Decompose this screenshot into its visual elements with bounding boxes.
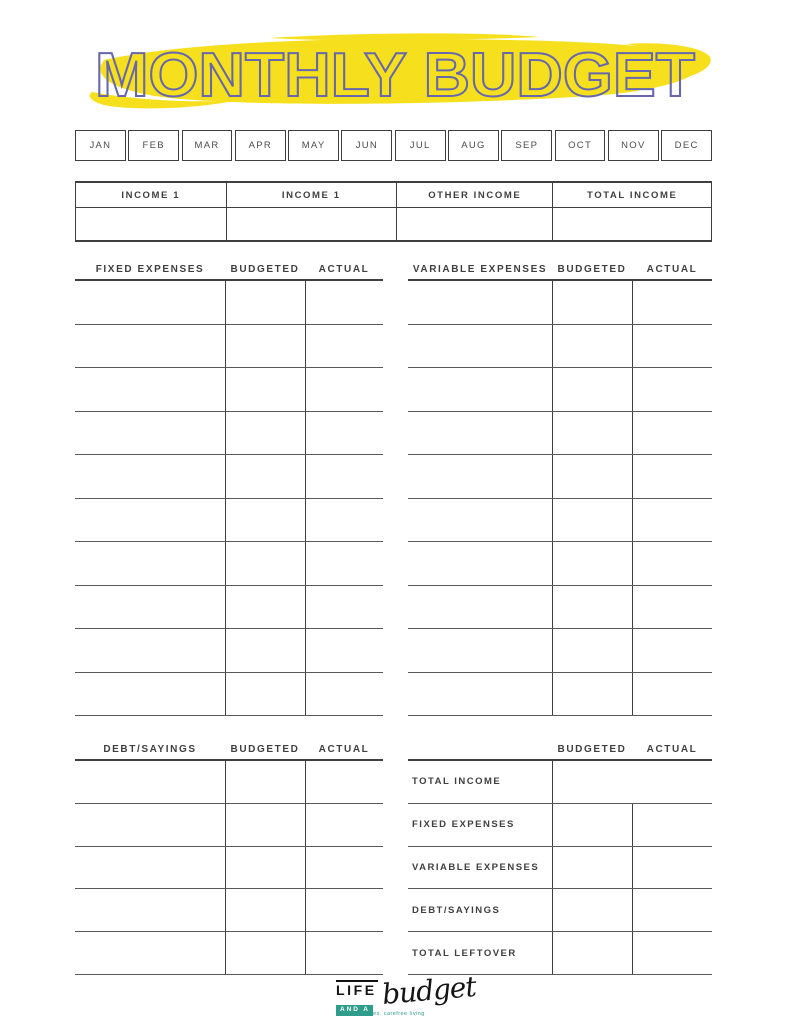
budgeted-cell	[552, 325, 632, 368]
name-cell	[75, 629, 225, 672]
budgeted-cell	[225, 412, 305, 455]
month-jun: JUN	[341, 130, 392, 161]
budgeted-cell	[552, 629, 632, 672]
variable-expenses-label: VARIABLE EXPENSES	[412, 264, 548, 275]
budgeted-cell	[552, 889, 632, 931]
budgeted-cell	[225, 325, 305, 368]
budgeted-cell	[225, 761, 305, 803]
month-oct: OCT	[555, 130, 606, 161]
table-row	[408, 499, 712, 543]
budgeted-label: BUDGETED	[557, 264, 627, 275]
name-cell	[75, 673, 225, 716]
other-income-cell	[396, 208, 553, 240]
total-income-cell	[552, 208, 711, 240]
actual-label: ACTUAL	[318, 744, 370, 755]
name-cell	[408, 412, 552, 455]
footer-logo	[330, 969, 480, 1022]
table-row	[408, 281, 712, 325]
budgeted-cell	[552, 586, 632, 629]
table-row	[408, 325, 712, 369]
total-income-header: TOTAL INCOME	[587, 189, 678, 201]
table-row	[408, 455, 712, 499]
name-cell	[75, 542, 225, 585]
table-row	[75, 847, 383, 890]
actual-cell	[305, 889, 383, 931]
summary-row-label: VARIABLE EXPENSES	[412, 861, 540, 873]
month-jan: JAN	[75, 130, 126, 161]
table-row	[75, 542, 383, 586]
name-cell	[75, 368, 225, 411]
budgeted-cell	[552, 847, 632, 889]
budgeted-cell	[225, 586, 305, 629]
month-row	[75, 130, 712, 161]
logo-budget-script: budget	[380, 969, 477, 1012]
logo-tagline: better finances. carefree living	[337, 1011, 425, 1017]
actual-cell	[305, 368, 383, 411]
actual-cell	[305, 847, 383, 889]
actual-cell	[305, 499, 383, 542]
budgeted-cell	[552, 542, 632, 585]
summary-row-label: DEBT/SAYINGS	[412, 904, 501, 916]
actual-label: ACTUAL	[646, 264, 698, 275]
actual-cell	[632, 499, 712, 542]
summary-row	[408, 932, 712, 975]
actual-cell	[632, 673, 712, 716]
budgeted-cell	[225, 368, 305, 411]
fixed-expenses-label: FIXED EXPENSES	[95, 264, 205, 275]
actual-cell	[632, 325, 712, 368]
other-income-header: OTHER INCOME	[428, 189, 522, 201]
summary-header-row	[408, 741, 712, 755]
actual-cell	[632, 281, 712, 324]
month-may: MAY	[288, 130, 339, 161]
name-cell	[75, 586, 225, 629]
logo-anda-badge: AND A	[336, 1005, 373, 1016]
actual-cell	[305, 629, 383, 672]
debt-savings-table	[75, 759, 383, 975]
actual-cell	[632, 368, 712, 411]
income-value-row	[76, 208, 711, 240]
name-cell	[75, 761, 225, 803]
income2-header: INCOME 1	[281, 189, 341, 201]
actual-cell	[305, 455, 383, 498]
summary-row	[408, 889, 712, 932]
actual-cell	[632, 629, 712, 672]
budgeted-cell	[552, 673, 632, 716]
month-feb: FEB	[128, 130, 179, 161]
summary-row-label: FIXED EXPENSES	[412, 819, 515, 831]
budgeted-cell	[225, 629, 305, 672]
budgeted-label: BUDGETED	[557, 744, 627, 755]
actual-cell	[632, 412, 712, 455]
name-cell	[408, 325, 552, 368]
budgeted-cell	[552, 412, 632, 455]
summary-header-spacer	[408, 741, 552, 755]
budgeted-cell	[552, 761, 712, 803]
actual-cell	[632, 542, 712, 585]
budgeted-cell	[552, 368, 632, 411]
actual-cell	[632, 586, 712, 629]
actual-label: ACTUAL	[318, 264, 370, 275]
name-cell	[75, 412, 225, 455]
actual-cell	[305, 281, 383, 324]
table-row	[75, 412, 383, 456]
table-row	[75, 761, 383, 804]
actual-cell	[632, 455, 712, 498]
table-row	[408, 412, 712, 456]
name-cell	[408, 499, 552, 542]
name-cell	[408, 281, 552, 324]
income-header-row	[76, 183, 711, 208]
actual-cell	[632, 804, 712, 846]
budgeted-cell	[552, 804, 632, 846]
month-dec: DEC	[661, 130, 712, 161]
name-cell	[75, 804, 225, 846]
budgeted-cell	[225, 673, 305, 716]
table-row	[408, 673, 712, 717]
actual-cell	[305, 412, 383, 455]
name-cell	[75, 932, 225, 974]
month-mar: MAR	[182, 130, 233, 161]
actual-cell	[305, 761, 383, 803]
table-row	[75, 804, 383, 847]
budgeted-cell	[225, 499, 305, 542]
table-row	[75, 889, 383, 932]
budgeted-cell	[225, 542, 305, 585]
budgeted-cell	[225, 889, 305, 931]
summary-row-label: TOTAL LEFTOVER	[412, 947, 517, 959]
table-row	[75, 325, 383, 369]
actual-cell	[305, 542, 383, 585]
actual-cell	[305, 586, 383, 629]
budgeted-label: BUDGETED	[230, 264, 300, 275]
month-jul: JUL	[395, 130, 446, 161]
debt-savings-header-row	[75, 741, 383, 755]
table-row	[75, 932, 383, 975]
actual-cell	[305, 804, 383, 846]
name-cell	[75, 325, 225, 368]
name-cell	[408, 542, 552, 585]
table-row	[75, 629, 383, 673]
name-cell	[408, 673, 552, 716]
name-cell	[408, 455, 552, 498]
income-table	[75, 181, 712, 242]
table-row	[408, 629, 712, 673]
summary-row	[408, 761, 712, 804]
month-sep: SEP	[501, 130, 552, 161]
table-row	[408, 586, 712, 630]
actual-cell	[305, 325, 383, 368]
month-nov: NOV	[608, 130, 659, 161]
budgeted-cell	[552, 281, 632, 324]
summary-row	[408, 847, 712, 890]
table-row	[75, 499, 383, 543]
logo-life-text: LIFE	[336, 982, 377, 998]
budgeted-cell	[225, 455, 305, 498]
table-row	[75, 673, 383, 717]
table-row	[408, 368, 712, 412]
name-cell	[75, 889, 225, 931]
table-row	[75, 586, 383, 630]
name-cell	[408, 629, 552, 672]
income1-cell	[76, 208, 226, 240]
debt-savings-label: DEBT/SAYINGS	[103, 744, 197, 755]
actual-label: ACTUAL	[646, 744, 698, 755]
actual-cell	[305, 673, 383, 716]
name-cell	[75, 847, 225, 889]
variable-expenses-header-row	[408, 261, 712, 275]
budgeted-cell	[552, 499, 632, 542]
income1-header: INCOME 1	[121, 189, 181, 201]
name-cell	[408, 368, 552, 411]
table-row	[75, 455, 383, 499]
summary-row	[408, 804, 712, 847]
fixed-expenses-table	[75, 279, 383, 716]
table-row	[408, 542, 712, 586]
table-row	[75, 368, 383, 412]
fixed-expenses-header-row	[75, 261, 383, 275]
actual-cell	[632, 847, 712, 889]
actual-cell	[632, 932, 712, 974]
income2-cell	[226, 208, 396, 240]
name-cell	[75, 281, 225, 324]
variable-expenses-table	[408, 279, 712, 716]
name-cell	[75, 455, 225, 498]
budgeted-cell	[552, 455, 632, 498]
budgeted-label: BUDGETED	[230, 744, 300, 755]
budgeted-cell	[225, 281, 305, 324]
table-row	[75, 281, 383, 325]
budgeted-cell	[225, 932, 305, 974]
name-cell	[75, 499, 225, 542]
budgeted-cell	[225, 847, 305, 889]
name-cell	[408, 586, 552, 629]
summary-table	[408, 759, 712, 975]
month-aug: AUG	[448, 130, 499, 161]
budgeted-cell	[225, 804, 305, 846]
budgeted-cell	[552, 932, 632, 974]
month-apr: APR	[235, 130, 286, 161]
actual-cell	[305, 932, 383, 974]
actual-cell	[632, 889, 712, 931]
page-title-art	[70, 28, 720, 118]
page-title: MONTHLY BUDGET	[95, 41, 696, 110]
summary-row-label: TOTAL INCOME	[412, 776, 502, 788]
